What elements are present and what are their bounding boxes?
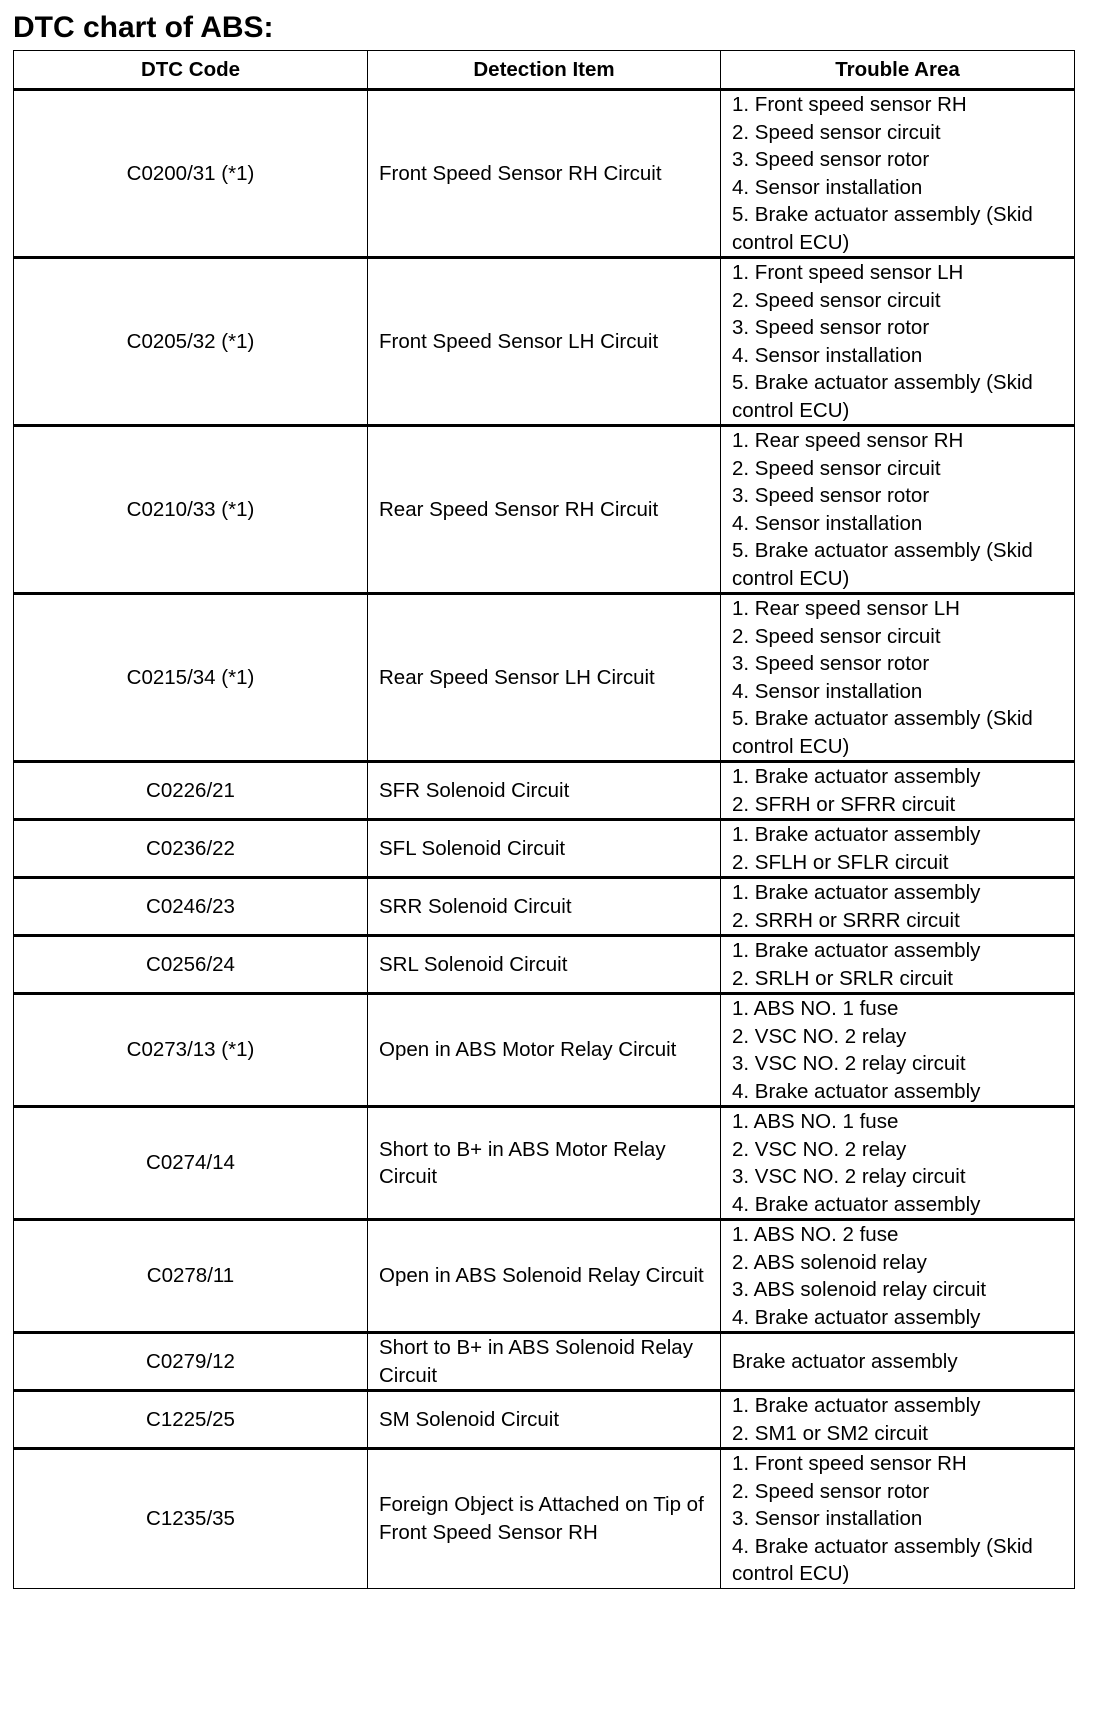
detection-item-cell: SRR Solenoid Circuit: [368, 878, 721, 936]
detection-item-cell: Short to B+ in ABS Solenoid Relay Circuit: [368, 1333, 721, 1391]
dtc-code-cell: C0273/13 (*1): [14, 994, 368, 1107]
detection-item-cell: Short to B+ in ABS Motor Relay Circuit: [368, 1107, 721, 1220]
trouble-area-cell: [721, 90, 1075, 258]
detection-item-cell: Foreign Object is Attached on Tip of Front Speed Sensor RH: [368, 1449, 721, 1589]
dtc-code-cell: C0236/22: [14, 820, 368, 878]
trouble-area-line: 4. Brake actuator assembly: [732, 1079, 981, 1103]
trouble-area-cell: [721, 936, 1075, 994]
trouble-area-line: 2. VSC NO. 2 relay: [732, 1024, 907, 1048]
trouble-area-line: 2. Speed sensor circuit: [732, 288, 941, 312]
table-row: [14, 820, 1075, 878]
trouble-area-line: 1. Front speed sensor LH: [732, 261, 964, 284]
detection-item-cell: Rear Speed Sensor RH Circuit: [368, 426, 721, 594]
trouble-area-line: 4. Sensor installation: [732, 175, 923, 199]
table-row: [14, 994, 1075, 1107]
table-header-row: [14, 51, 1075, 90]
detection-item-cell: SFL Solenoid Circuit: [368, 820, 721, 878]
trouble-area-line: 3. Speed sensor rotor: [732, 652, 930, 675]
trouble-area-cell: [721, 1449, 1075, 1589]
trouble-area-line: 1. Front speed sensor RH: [732, 1452, 967, 1475]
table-row: [14, 936, 1075, 994]
trouble-area-line: 3. Sensor installation: [732, 1507, 923, 1530]
dtc-code-cell: C0215/34 (*1): [14, 594, 368, 762]
dtc-code-cell: C0210/33 (*1): [14, 426, 368, 594]
page-title: DTC chart of ABS:: [13, 11, 274, 44]
trouble-area-line: 2. SFLH or SFLR circuit: [732, 850, 949, 874]
dtc-code-cell: C0200/31 (*1): [14, 90, 368, 258]
trouble-area-line: 3. Speed sensor rotor: [732, 316, 930, 339]
dtc-code-cell: C0278/11: [14, 1220, 368, 1333]
trouble-area-line: 2. Speed sensor circuit: [732, 120, 941, 144]
trouble-area-cell: [721, 1107, 1075, 1220]
table-row: [14, 1391, 1075, 1449]
trouble-area-line: 1. ABS NO. 1 fuse: [732, 1110, 899, 1133]
trouble-area-line: 1. Brake actuator assembly: [732, 823, 981, 846]
trouble-area-line: 1. ABS NO. 1 fuse: [732, 997, 899, 1020]
trouble-area-line: 1. Brake actuator assembly: [732, 939, 981, 962]
trouble-area-line: 5. Brake actuator assembly (Skid control ECU): [732, 371, 1033, 422]
dtc-code-cell: C1225/25: [14, 1391, 368, 1449]
dtc-code-cell: C0205/32 (*1): [14, 258, 368, 426]
trouble-area-line: 2. Speed sensor rotor: [732, 1479, 930, 1503]
detection-item-cell: Open in ABS Solenoid Relay Circuit: [368, 1220, 721, 1333]
detection-item-cell: Front Speed Sensor LH Circuit: [368, 258, 721, 426]
trouble-area-line: 3. ABS solenoid relay circuit: [732, 1278, 987, 1301]
trouble-area-line: 4. Brake actuator assembly: [732, 1192, 981, 1216]
detection-item-cell: SM Solenoid Circuit: [368, 1391, 721, 1449]
trouble-area-line: 4. Sensor installation: [732, 343, 923, 367]
dtc-table: [13, 50, 1075, 1589]
table-row: [14, 762, 1075, 820]
table-row: [14, 1107, 1075, 1220]
trouble-area-line: 3. VSC NO. 2 relay circuit: [732, 1052, 966, 1075]
trouble-area-line: 1. ABS NO. 2 fuse: [732, 1223, 899, 1246]
table-row: [14, 1333, 1075, 1391]
trouble-area-line: 4. Brake actuator assembly (Skid control ECU): [732, 1534, 1033, 1585]
trouble-area-line: 1. Rear speed sensor LH: [732, 597, 960, 620]
detection-item-cell: SRL Solenoid Circuit: [368, 936, 721, 994]
trouble-area-cell: [721, 1333, 1075, 1391]
trouble-area-line: 1. Front speed sensor RH: [732, 93, 967, 116]
trouble-area-line: 5. Brake actuator assembly (Skid control ECU): [732, 707, 1033, 758]
trouble-area-line: 1. Brake actuator assembly: [732, 1394, 981, 1417]
trouble-area-line: 3. VSC NO. 2 relay circuit: [732, 1165, 966, 1188]
trouble-area-line: 5. Brake actuator assembly (Skid control ECU): [732, 539, 1033, 590]
detection-item-cell: Rear Speed Sensor LH Circuit: [368, 594, 721, 762]
trouble-area-cell: [721, 1220, 1075, 1333]
dtc-code-cell: C0256/24: [14, 936, 368, 994]
dtc-code-cell: C1235/35: [14, 1449, 368, 1589]
trouble-area-line: 1. Brake actuator assembly: [732, 765, 981, 788]
trouble-area-line: 2. SRLH or SRLR circuit: [732, 966, 954, 990]
table-row: [14, 594, 1075, 762]
trouble-area-cell: [721, 762, 1075, 820]
trouble-area-line: 2. SRRH or SRRR circuit: [732, 908, 960, 932]
column-header-trouble-area: Trouble Area: [721, 51, 1075, 90]
trouble-area-line: 2. Speed sensor circuit: [732, 624, 941, 648]
trouble-area-line: 4. Sensor installation: [732, 511, 923, 535]
table-row: [14, 878, 1075, 936]
trouble-area-cell: [721, 426, 1075, 594]
table-row: [14, 1220, 1075, 1333]
trouble-area-line: 2. VSC NO. 2 relay: [732, 1137, 907, 1161]
trouble-area-cell: [721, 820, 1075, 878]
dtc-code-cell: C0246/23: [14, 878, 368, 936]
trouble-area-cell: [721, 994, 1075, 1107]
detection-item-cell: Open in ABS Motor Relay Circuit: [368, 994, 721, 1107]
table-row: [14, 426, 1075, 594]
trouble-area-cell: [721, 594, 1075, 762]
trouble-area-cell: [721, 1391, 1075, 1449]
trouble-area-line: 4. Sensor installation: [732, 679, 923, 703]
table-body: [14, 90, 1075, 1589]
dtc-code-cell: C0274/14: [14, 1107, 368, 1220]
table-row: [14, 1449, 1075, 1589]
column-header-dtc-code: DTC Code: [14, 51, 368, 90]
trouble-area-line: 1. Brake actuator assembly: [732, 881, 981, 904]
detection-item-cell: Front Speed Sensor RH Circuit: [368, 90, 721, 258]
table-row: [14, 258, 1075, 426]
trouble-area-line: Brake actuator assembly: [732, 1349, 958, 1373]
table-row: [14, 90, 1075, 258]
column-header-detection-item: Detection Item: [368, 51, 721, 90]
trouble-area-line: 4. Brake actuator assembly: [732, 1305, 981, 1329]
trouble-area-line: 5. Brake actuator assembly (Skid control ECU): [732, 203, 1033, 254]
dtc-code-cell: C0226/21: [14, 762, 368, 820]
trouble-area-line: 3. Speed sensor rotor: [732, 484, 930, 507]
trouble-area-line: 1. Rear speed sensor RH: [732, 429, 964, 452]
trouble-area-cell: [721, 878, 1075, 936]
trouble-area-line: 2. ABS solenoid relay: [732, 1250, 927, 1274]
trouble-area-line: 2. SFRH or SFRR circuit: [732, 792, 956, 816]
trouble-area-line: 2. SM1 or SM2 circuit: [732, 1421, 928, 1445]
dtc-code-cell: C0279/12: [14, 1333, 368, 1391]
detection-item-cell: SFR Solenoid Circuit: [368, 762, 721, 820]
trouble-area-line: 3. Speed sensor rotor: [732, 148, 930, 171]
trouble-area-cell: [721, 258, 1075, 426]
trouble-area-line: 2. Speed sensor circuit: [732, 456, 941, 480]
